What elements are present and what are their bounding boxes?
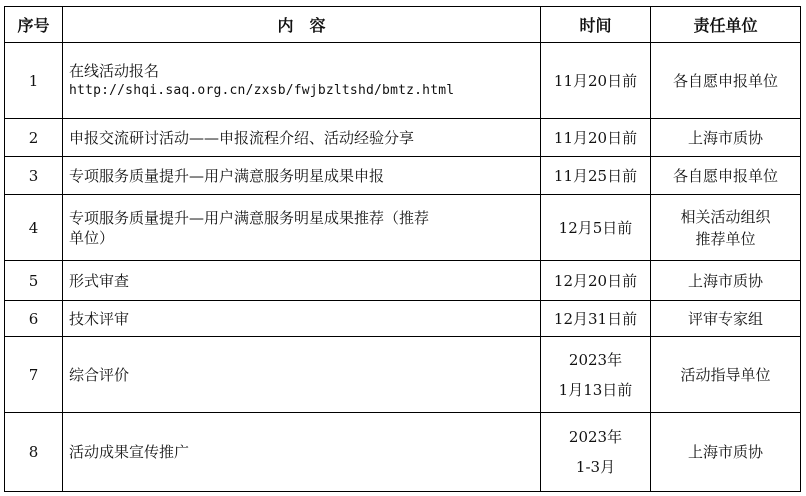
time-year: 2023年 — [568, 350, 623, 369]
row-responsible: 各自愿申报单位 — [651, 43, 801, 119]
table-row — [5, 157, 801, 195]
registration-link[interactable]: http://shqi.saq.org.cn/zxsb/fwjbzltshd/bmtz.html — [69, 82, 455, 98]
schedule-table — [4, 6, 801, 492]
time-year: 2023年 — [568, 428, 623, 446]
table-row — [5, 261, 801, 301]
header-content: 内 容 — [63, 7, 541, 43]
content-text: 专项服务质量提升—用户满意服务明星成果推荐（推荐 — [69, 208, 430, 227]
table-row — [5, 195, 801, 261]
row-content: 专项服务质量提升—用户满意服务明星成果申报 — [63, 157, 541, 195]
responsible-text: 相关活动组织 — [680, 207, 771, 226]
row-responsible: 上海市质协 — [651, 413, 801, 492]
row-time: 12月5日前 — [541, 195, 651, 261]
row-time: 12月20日前 — [541, 261, 651, 301]
row-time: 11月20日前 — [541, 119, 651, 157]
content-text-cont: 单位） — [69, 228, 115, 247]
header-no: 序号 — [5, 7, 63, 43]
responsible-text-cont: 推荐单位 — [695, 229, 756, 248]
row-responsible: 活动指导单位 — [651, 337, 801, 413]
table-row — [5, 119, 801, 157]
header-time: 时间 — [541, 7, 651, 43]
row-number: 7 — [5, 337, 63, 413]
row-number: 2 — [5, 119, 63, 157]
row-number: 1 — [5, 43, 63, 119]
row-time: 11月25日前 — [541, 157, 651, 195]
row-number: 4 — [5, 195, 63, 261]
row-content — [63, 43, 541, 119]
table-row — [5, 43, 801, 119]
row-time: 11月20日前 — [541, 43, 651, 119]
row-content — [63, 195, 541, 261]
row-number: 5 — [5, 261, 63, 301]
table-row — [5, 413, 801, 492]
row-responsible: 评审专家组 — [651, 301, 801, 337]
header-responsible: 责任单位 — [651, 7, 801, 43]
time-date: 1月13日前 — [558, 380, 633, 399]
row-time — [541, 413, 651, 492]
row-responsible: 上海市质协 — [651, 261, 801, 301]
row-responsible — [651, 195, 801, 261]
row-number: 3 — [5, 157, 63, 195]
row-time: 12月31日前 — [541, 301, 651, 337]
row-responsible: 上海市质协 — [651, 119, 801, 157]
content-text: 在线活动报名 — [69, 61, 160, 80]
row-content: 活动成果宣传推广 — [63, 413, 541, 492]
row-time — [541, 337, 651, 413]
row-content: 技术评审 — [63, 301, 541, 337]
header-row — [5, 7, 801, 43]
table-row — [5, 337, 801, 413]
table-row — [5, 301, 801, 337]
row-number: 8 — [5, 413, 63, 492]
row-content: 申报交流研讨活动——申报流程介绍、活动经验分享 — [63, 119, 541, 157]
row-number: 6 — [5, 301, 63, 337]
time-date: 1-3月 — [575, 458, 616, 476]
row-responsible: 各自愿申报单位 — [651, 157, 801, 195]
row-content: 综合评价 — [63, 337, 541, 413]
row-content: 形式审查 — [63, 261, 541, 301]
